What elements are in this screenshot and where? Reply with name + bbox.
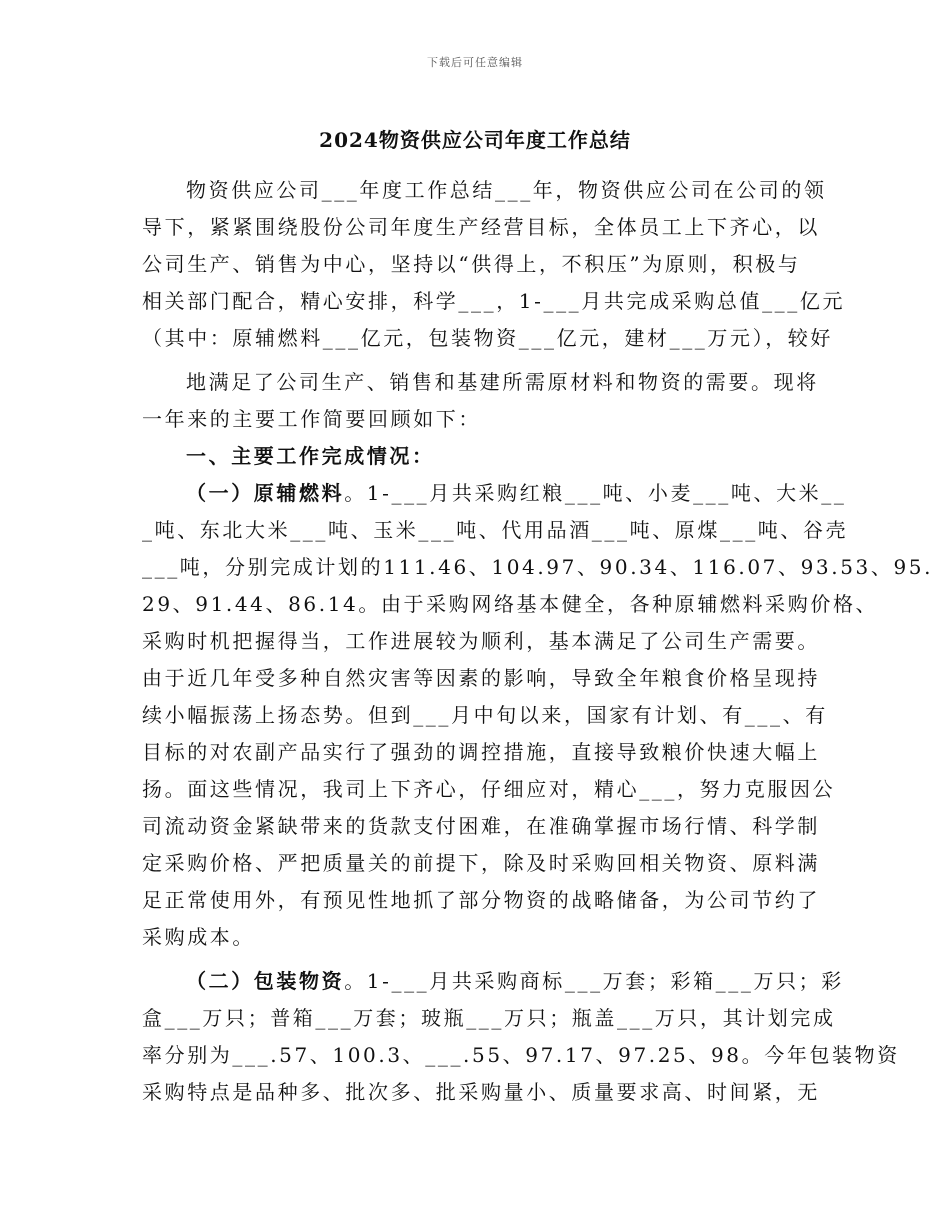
subsection-first-line <box>142 963 844 1000</box>
document-title: 2024物资供应公司年度工作总结 <box>319 128 631 152</box>
intro-line: 公司生产、销售为中心，坚持以“供得上，不积压”为原则，积极与 <box>142 252 801 276</box>
paragraph-line: 采购特点是品种多、批次多、批采购量小、质量要求高、时间紧，无 <box>142 1080 820 1104</box>
paragraph-line: 扬。面这些情况，我司上下齐心，仔细应对，精心___，努力克服因公 <box>142 777 836 801</box>
paragraph-line: 定采购价格、严把质量关的前提下，除及时采购回相关物资、原料满 <box>142 851 820 875</box>
paragraph-line: 由于近几年受多种自然灾害等因素的影响，导致全年粮食价格呈现持 <box>142 666 820 690</box>
intro2-line: 地满足了公司生产、销售和基建所需原材料和物资的需要。现将 <box>186 370 819 394</box>
paragraph-line: ___吨，分别完成计划的111.46、104.97、90.34、116.07、93.53、95. <box>142 555 934 579</box>
header-note: 下载后可任意编辑 <box>427 56 523 69</box>
subsection-first-line-text: 。1-___月共采购商标___万套；彩箱___万只；彩 <box>344 969 844 993</box>
section-heading: 一、主要工作完成情况： <box>186 444 435 468</box>
paragraph-line: 目标的对农副产品实行了强劲的调控措施，直接导致粮价快速大幅上 <box>142 740 820 764</box>
intro-line: 相关部门配合，精心安排，科学___，1-___月共完成采购总值___亿元 <box>142 289 846 313</box>
paragraph-line: 采购成本。 <box>142 925 255 949</box>
intro-line: （其中：原辅燃料___亿元，包装物资___亿元，建材___万元），较好 <box>142 326 833 350</box>
subsection-first-line <box>142 475 847 512</box>
paragraph-line: 盒___万只；普箱___万套；玻瓶___万只；瓶盖___万只，其计划完成 <box>142 1006 836 1030</box>
paragraph-line: 29、91.44、86.14。由于采购网络基本健全，各种原辅燃料采购价格、 <box>142 592 879 616</box>
paragraph-line: _吨、东北大米___吨、玉米___吨、代用品酒___吨、原煤___吨、谷壳 <box>142 518 849 542</box>
paragraph-line: 采购时机把握得当，工作进展较为顺利，基本满足了公司生产需要。 <box>142 629 820 653</box>
subsection-heading: （二）包装物资 <box>186 969 345 993</box>
paragraph-line: 司流动资金紧缺带来的货款支付困难，在准确掌握市场行情、科学制 <box>142 814 820 838</box>
paragraph-line: 率分别为___.57、100.3、___.55、97.17、97.25、98。今年包装物资 <box>142 1043 900 1067</box>
document-body <box>142 172 934 1111</box>
subsection-heading: （一）原辅燃料 <box>186 481 345 505</box>
intro-line: 物资供应公司___年度工作总结___年，物资供应公司在公司的领 <box>186 178 827 202</box>
paragraph-line: 续小幅振荡上扬态势。但到___月中旬以来，国家有计划、有___、有 <box>142 703 828 727</box>
intro-line: 导下，紧紧围绕股份公司年度生产经营目标，全体员工上下齐心，以 <box>142 215 820 239</box>
intro2-line: 一年来的主要工作简要回顾如下： <box>142 407 481 431</box>
paragraph-line: 足正常使用外，有预见性地抓了部分物资的战略储备，为公司节约了 <box>142 888 820 912</box>
subsection-first-line-text: 。1-___月共采购红粮___吨、小麦___吨、大米__ <box>344 481 847 505</box>
